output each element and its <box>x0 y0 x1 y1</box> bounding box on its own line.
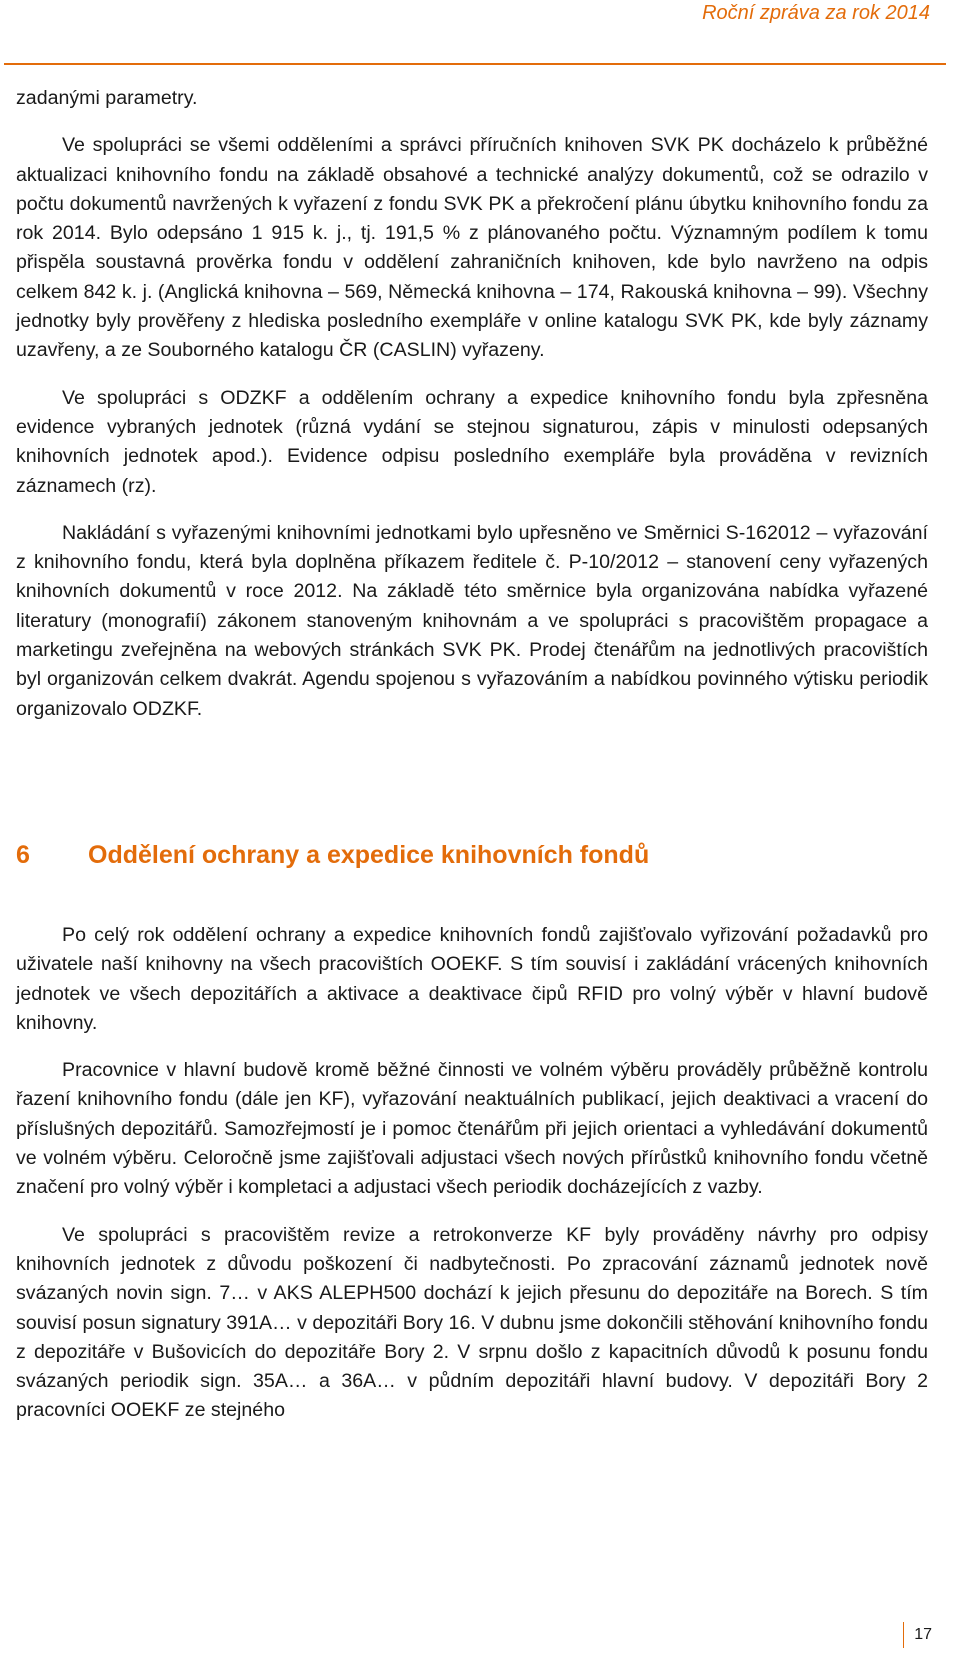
paragraph-continuation: zadanými parametry. <box>16 87 198 109</box>
section-heading <box>16 839 928 871</box>
paragraph-service-overview: Po celý rok oddělení ochrany a expedice knihovních fondů zajišťovalo vyřizování požadavků pro uživatele naší knihovny na všech pracovištích OOEKF. S tím souvisí i zakládání vrácených knihovních jednotek ve všech depozitářích a aktivace a deaktivace čipů RFID pro volný výběr v hlavní budově knihovny. <box>16 923 928 1034</box>
section-title: Oddělení ochrany a expedice knihovních fondů <box>88 840 650 869</box>
paragraph-main-building: Pracovnice v hlavní budově kromě běžné činnosti ve volném výběru prováděly průběžně kontrolu řazení knihovního fondu (dále jen KF), vyřazování neaktuálních publikací, jejich deaktivaci a vracení do příslušných depozitářů. Samozřejmostí je i pomoc čtenářům při jejich orientaci a vyhledávání dokumentů ve volném výběru. Celoročně jsme zajišťovali adjustaci všech nových přírůstků knihovního fondu včetně značení pro volný výběr i kompletaci a adjustaci všech periodik docházejících z vazby. <box>16 1059 928 1199</box>
paragraph-discarded-handling: Nakládání s vyřazenými knihovními jednotkami bylo upřesněno ve Směrnici S-162012 – vyřazování z knihovního fondu, která byla doplněna příkazem ředitele č. P-10/2012 – stanovení ceny vyřazených knihovních dokumentů v roce 2012. Na základě této směrnice byla organizována nabídka vyřazené literatury (monografií) zákonem stanoveným knihovnám a ve spolupráci s pracovištěm propagace a marketingu zveřejněna na webových stránkách SVK PK. Prodej čtenářům na jednotlivých pracovištích byl organizován celkem dvakrát. Agendu spojenou s vyřazováním a nabídkou povinného výtisku periodik organizovalo ODZKF. <box>16 521 928 720</box>
page-content <box>16 84 928 1426</box>
paragraph-revision-cooperation: Ve spolupráci s pracovištěm revize a retrokonverze KF byly prováděny návrhy pro odpisy knihovních jednotek z důvodu poškození či nadbytečnosti. Po zpracování záznamů jednotek nově svázaných novin sign. 7… v AKS ALEPH500 dochází k jejich přesunu do depozitáře na Borech. S tím souvisí posun signatury 391A… v depozitáři Bory 16. V dubnu jsme dokončili stěhování knihovního fondu z depozitáře v Bušovicích do depozitáře Bory 2. V srpnu došlo z kapacitních důvodů k posunu fondu svázaných periodik sign. 35A… a 36A… v půdním depozitáři hlavní budovy. V depozitáři Bory 2 pracovníci OOEKF ze stejného <box>16 1223 928 1422</box>
paragraph-odzkf-cooperation: Ve spolupráci s ODZKF a oddělením ochrany a expedice knihovního fondu byla zpřesněna evidence vybraných jednotek (různá vydání se stejnou signaturou, zápis v minulosti odepsaných knihovních jednotek apod.). Evidence odpisu posledního exempláře byla prováděna v revizních záznamech (rz). <box>16 386 928 497</box>
page-footer <box>903 1620 932 1650</box>
header-divider <box>4 63 946 65</box>
section-number: 6 <box>16 840 30 869</box>
footer-divider <box>903 1622 904 1648</box>
page-number: 17 <box>914 1626 932 1643</box>
page-header <box>0 0 960 66</box>
paragraph-fund-update: Ve spolupráci se všemi odděleními a správci příručních knihoven SVK PK docházelo k průběžné aktualizaci knihovního fondu na základě obsahové a technické analýzy dokumentů, což se odrazilo v počtu dokumentů navržených k vyřazení z fondu SVK PK a překročení plánu úbytku knihovního fondu za rok 2014. Bylo odepsáno 1 915 k. j., tj. 191,5 % z plánovaného počtu. Významným podílem k tomu přispěla soustavná prověrka fondu v oddělení zahraničních knihoven, kde bylo navrženo na odpis celkem 842 k. j. (Anglická knihovna – 569, Německá knihovna – 174, Rakouská knihovna – 99). Všechny jednotky byly prověřeny z hlediska posledního exempláře v online katalogu SVK PK, kde byly záznamy uzavřeny, a ze Souborného katalogu ČR (CASLIN) vyřazeny. <box>16 134 928 362</box>
report-title: Roční zpráva za rok 2014 <box>702 2 930 24</box>
